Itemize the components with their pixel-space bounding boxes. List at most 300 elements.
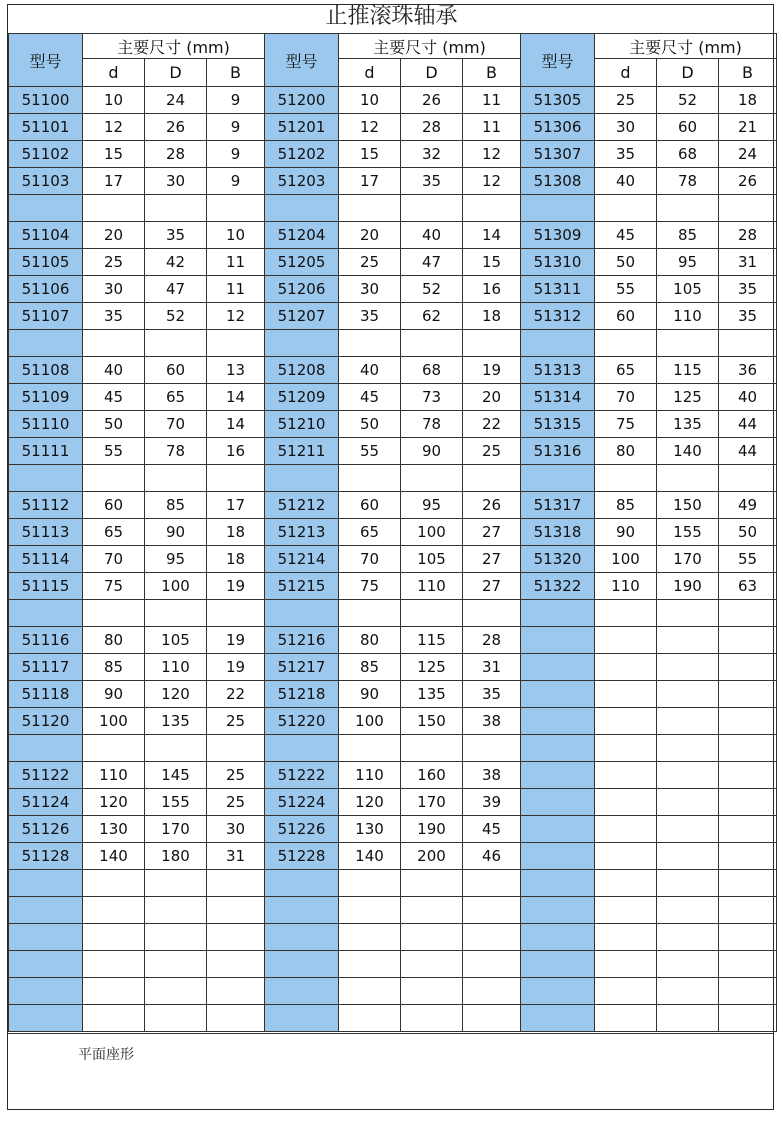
model-number-cell: 51111 <box>9 438 83 465</box>
model-number-cell: 51115 <box>9 573 83 600</box>
outer-diameter-cell: 135 <box>657 411 719 438</box>
table-row <box>9 411 265 438</box>
inner-diameter-cell: 80 <box>595 438 657 465</box>
inner-diameter-cell: 110 <box>595 573 657 600</box>
outer-diameter-cell <box>145 870 207 897</box>
outer-diameter-cell: 100 <box>401 519 463 546</box>
table-row <box>9 222 265 249</box>
inner-diameter-cell <box>339 1005 401 1032</box>
inner-diameter-cell <box>83 978 145 1005</box>
outer-diameter-cell: 125 <box>401 654 463 681</box>
inner-diameter-cell <box>83 870 145 897</box>
table-row <box>9 384 265 411</box>
outer-diameter-cell: 68 <box>401 357 463 384</box>
inner-diameter-cell: 15 <box>339 141 401 168</box>
inner-diameter-cell: 15 <box>83 141 145 168</box>
outer-diameter-cell: 85 <box>657 222 719 249</box>
inner-diameter-cell: 12 <box>83 114 145 141</box>
outer-diameter-cell: 65 <box>145 384 207 411</box>
inner-diameter-cell: 120 <box>339 789 401 816</box>
height-cell: 45 <box>463 816 521 843</box>
outer-diameter-cell <box>657 195 719 222</box>
model-number-cell: 51213 <box>265 519 339 546</box>
outer-diameter-cell: 68 <box>657 141 719 168</box>
outer-diameter-cell: 150 <box>401 708 463 735</box>
table-row <box>265 654 521 681</box>
height-cell <box>463 1005 521 1032</box>
height-cell: 11 <box>207 249 265 276</box>
outer-diameter-cell: 28 <box>401 114 463 141</box>
inner-diameter-cell <box>339 897 401 924</box>
inner-diameter-cell: 75 <box>83 573 145 600</box>
B-column-header: B <box>207 59 265 87</box>
height-cell: 14 <box>207 411 265 438</box>
table-row <box>9 1005 265 1032</box>
inner-diameter-cell: 130 <box>83 816 145 843</box>
table-row <box>9 843 265 870</box>
model-number-cell <box>521 789 595 816</box>
model-header: 型号 <box>265 34 339 87</box>
inner-diameter-cell: 65 <box>595 357 657 384</box>
outer-diameter-cell: 190 <box>657 573 719 600</box>
inner-diameter-cell: 60 <box>339 492 401 519</box>
table-row <box>521 465 777 492</box>
model-number-cell: 51212 <box>265 492 339 519</box>
outer-diameter-cell: 120 <box>145 681 207 708</box>
height-cell: 19 <box>463 357 521 384</box>
inner-diameter-cell <box>83 1005 145 1032</box>
model-header: 型号 <box>9 34 83 87</box>
inner-diameter-cell: 110 <box>83 762 145 789</box>
table-row <box>265 195 521 222</box>
inner-diameter-cell: 12 <box>339 114 401 141</box>
outer-diameter-cell: 60 <box>657 114 719 141</box>
inner-diameter-cell: 45 <box>595 222 657 249</box>
table-row <box>265 384 521 411</box>
outer-diameter-cell <box>401 951 463 978</box>
inner-diameter-cell <box>595 924 657 951</box>
inner-diameter-cell <box>595 708 657 735</box>
inner-diameter-cell <box>595 870 657 897</box>
height-cell: 22 <box>463 411 521 438</box>
inner-diameter-cell: 20 <box>339 222 401 249</box>
model-number-cell: 51211 <box>265 438 339 465</box>
table-row <box>521 735 777 762</box>
outer-diameter-cell: 78 <box>401 411 463 438</box>
outer-diameter-cell <box>401 330 463 357</box>
table-row <box>9 924 265 951</box>
table-block-3 <box>520 33 777 1032</box>
outer-diameter-cell: 24 <box>145 87 207 114</box>
height-cell: 44 <box>719 438 777 465</box>
table-row <box>9 492 265 519</box>
height-cell: 35 <box>719 303 777 330</box>
table-row <box>9 330 265 357</box>
table-row <box>9 357 265 384</box>
outer-diameter-cell <box>657 735 719 762</box>
model-number-cell <box>9 924 83 951</box>
inner-diameter-cell: 55 <box>83 438 145 465</box>
height-cell <box>719 789 777 816</box>
inner-diameter-cell <box>339 951 401 978</box>
model-number-cell: 51100 <box>9 87 83 114</box>
inner-diameter-cell <box>595 330 657 357</box>
outer-diameter-cell <box>401 735 463 762</box>
inner-diameter-cell: 17 <box>339 168 401 195</box>
model-number-cell: 51124 <box>9 789 83 816</box>
outer-diameter-cell: 90 <box>401 438 463 465</box>
table-row <box>9 168 265 195</box>
model-number-cell <box>521 465 595 492</box>
outer-diameter-cell: 115 <box>401 627 463 654</box>
outer-diameter-cell <box>145 951 207 978</box>
inner-diameter-cell <box>339 195 401 222</box>
inner-diameter-cell: 50 <box>83 411 145 438</box>
height-cell: 25 <box>207 789 265 816</box>
height-cell: 44 <box>719 411 777 438</box>
inner-diameter-cell: 35 <box>339 303 401 330</box>
model-number-cell: 51107 <box>9 303 83 330</box>
table-row <box>9 114 265 141</box>
table-row <box>265 843 521 870</box>
height-cell <box>207 330 265 357</box>
footer-note: 平面座形 <box>78 1047 134 1063</box>
table-row <box>265 114 521 141</box>
inner-diameter-cell <box>339 924 401 951</box>
model-number-cell: 51106 <box>9 276 83 303</box>
inner-diameter-cell: 140 <box>339 843 401 870</box>
height-cell <box>463 195 521 222</box>
table-row <box>521 870 777 897</box>
table-row <box>521 573 777 600</box>
table-row <box>9 600 265 627</box>
inner-diameter-cell <box>595 789 657 816</box>
inner-diameter-cell: 100 <box>595 546 657 573</box>
height-cell <box>719 897 777 924</box>
model-number-cell <box>265 870 339 897</box>
outer-diameter-cell <box>145 735 207 762</box>
model-number-cell <box>521 762 595 789</box>
model-number-cell <box>521 951 595 978</box>
outer-diameter-cell: 52 <box>145 303 207 330</box>
height-cell: 10 <box>207 222 265 249</box>
height-cell <box>207 978 265 1005</box>
table-row <box>265 573 521 600</box>
model-number-cell: 51214 <box>265 546 339 573</box>
model-number-cell: 51220 <box>265 708 339 735</box>
model-number-cell: 51204 <box>265 222 339 249</box>
height-cell: 26 <box>463 492 521 519</box>
table-row <box>521 843 777 870</box>
inner-diameter-cell <box>595 1005 657 1032</box>
outer-diameter-cell <box>657 897 719 924</box>
D-column-header: D <box>145 59 207 87</box>
height-cell <box>207 924 265 951</box>
height-cell <box>463 897 521 924</box>
outer-diameter-cell: 200 <box>401 843 463 870</box>
model-number-cell: 51315 <box>521 411 595 438</box>
height-cell: 22 <box>207 681 265 708</box>
height-cell <box>463 330 521 357</box>
inner-diameter-cell: 80 <box>83 627 145 654</box>
inner-diameter-cell: 20 <box>83 222 145 249</box>
table-row <box>9 735 265 762</box>
height-cell: 31 <box>207 843 265 870</box>
inner-diameter-cell <box>339 735 401 762</box>
model-number-cell: 51311 <box>521 276 595 303</box>
model-number-cell: 51201 <box>265 114 339 141</box>
inner-diameter-cell: 140 <box>83 843 145 870</box>
height-cell: 36 <box>719 357 777 384</box>
height-cell <box>207 1005 265 1032</box>
height-cell: 14 <box>207 384 265 411</box>
outer-diameter-cell <box>657 627 719 654</box>
height-cell: 28 <box>719 222 777 249</box>
model-number-cell <box>265 951 339 978</box>
model-number-cell: 51202 <box>265 141 339 168</box>
outer-diameter-cell: 105 <box>657 276 719 303</box>
table-row <box>265 303 521 330</box>
inner-diameter-cell <box>339 330 401 357</box>
table-row <box>265 546 521 573</box>
model-number-cell: 51310 <box>521 249 595 276</box>
model-number-cell: 51113 <box>9 519 83 546</box>
height-cell <box>207 951 265 978</box>
height-cell <box>207 897 265 924</box>
outer-diameter-cell: 145 <box>145 762 207 789</box>
table-row <box>9 249 265 276</box>
model-number-cell: 51210 <box>265 411 339 438</box>
table-row <box>521 222 777 249</box>
height-cell: 26 <box>719 168 777 195</box>
model-number-cell: 51103 <box>9 168 83 195</box>
outer-diameter-cell <box>657 681 719 708</box>
outer-diameter-cell: 62 <box>401 303 463 330</box>
model-number-cell: 51218 <box>265 681 339 708</box>
table-row <box>9 978 265 1005</box>
outer-diameter-cell: 125 <box>657 384 719 411</box>
model-number-cell: 51307 <box>521 141 595 168</box>
table-row <box>265 465 521 492</box>
inner-diameter-cell <box>595 762 657 789</box>
model-number-cell: 51228 <box>265 843 339 870</box>
table-row <box>521 330 777 357</box>
model-number-cell <box>521 735 595 762</box>
height-cell <box>207 195 265 222</box>
inner-diameter-cell: 90 <box>595 519 657 546</box>
inner-diameter-cell: 100 <box>339 708 401 735</box>
outer-diameter-cell: 100 <box>145 573 207 600</box>
outer-diameter-cell: 110 <box>657 303 719 330</box>
table-row <box>521 87 777 114</box>
model-number-cell: 51306 <box>521 114 595 141</box>
outer-diameter-cell: 95 <box>657 249 719 276</box>
inner-diameter-cell <box>83 465 145 492</box>
inner-diameter-cell <box>339 978 401 1005</box>
model-number-cell <box>521 870 595 897</box>
outer-diameter-cell <box>657 708 719 735</box>
table-row <box>521 762 777 789</box>
outer-diameter-cell <box>145 924 207 951</box>
inner-diameter-cell: 75 <box>339 573 401 600</box>
height-cell: 15 <box>463 249 521 276</box>
outer-diameter-cell <box>657 654 719 681</box>
height-cell: 19 <box>207 627 265 654</box>
table-row <box>265 438 521 465</box>
height-cell: 9 <box>207 168 265 195</box>
height-cell: 25 <box>207 762 265 789</box>
table-row <box>9 654 265 681</box>
height-cell: 16 <box>207 438 265 465</box>
model-number-cell: 51314 <box>521 384 595 411</box>
inner-diameter-cell: 70 <box>595 384 657 411</box>
outer-diameter-cell: 26 <box>401 87 463 114</box>
table-row <box>521 897 777 924</box>
height-cell <box>719 816 777 843</box>
table-row <box>9 789 265 816</box>
model-number-cell <box>521 816 595 843</box>
inner-diameter-cell: 100 <box>83 708 145 735</box>
table-row <box>521 978 777 1005</box>
outer-diameter-cell: 140 <box>657 438 719 465</box>
height-cell <box>719 978 777 1005</box>
model-number-cell: 51109 <box>9 384 83 411</box>
height-cell <box>463 951 521 978</box>
height-cell <box>207 735 265 762</box>
inner-diameter-cell: 70 <box>83 546 145 573</box>
model-number-cell: 51209 <box>265 384 339 411</box>
model-number-cell: 51312 <box>521 303 595 330</box>
height-cell <box>719 762 777 789</box>
outer-diameter-cell <box>657 762 719 789</box>
outer-diameter-cell <box>657 465 719 492</box>
table-row <box>265 492 521 519</box>
inner-diameter-cell: 90 <box>339 681 401 708</box>
outer-diameter-cell: 70 <box>145 411 207 438</box>
height-cell <box>463 465 521 492</box>
B-column-header: B <box>719 59 777 87</box>
outer-diameter-cell: 78 <box>657 168 719 195</box>
model-number-cell: 51322 <box>521 573 595 600</box>
table-row <box>521 168 777 195</box>
outer-diameter-cell: 105 <box>145 627 207 654</box>
table-row <box>265 789 521 816</box>
inner-diameter-cell <box>83 195 145 222</box>
height-cell: 18 <box>207 519 265 546</box>
height-cell <box>463 600 521 627</box>
height-cell: 11 <box>463 87 521 114</box>
height-cell: 21 <box>719 114 777 141</box>
model-number-cell: 51320 <box>521 546 595 573</box>
height-cell <box>719 735 777 762</box>
table-row <box>9 897 265 924</box>
d-column-header: d <box>339 59 401 87</box>
table-row <box>9 519 265 546</box>
inner-diameter-cell: 40 <box>83 357 145 384</box>
inner-diameter-cell: 40 <box>339 357 401 384</box>
inner-diameter-cell: 17 <box>83 168 145 195</box>
outer-diameter-cell: 105 <box>401 546 463 573</box>
outer-diameter-cell: 170 <box>401 789 463 816</box>
height-cell: 25 <box>463 438 521 465</box>
inner-diameter-cell <box>83 735 145 762</box>
model-number-cell: 51108 <box>9 357 83 384</box>
model-number-cell: 51305 <box>521 87 595 114</box>
outer-diameter-cell: 35 <box>401 168 463 195</box>
table-row <box>265 816 521 843</box>
page-title: 止推滚珠轴承 <box>325 4 458 29</box>
height-cell: 50 <box>719 519 777 546</box>
model-number-cell <box>265 735 339 762</box>
table-row <box>9 708 265 735</box>
outer-diameter-cell <box>657 816 719 843</box>
outer-diameter-cell <box>657 330 719 357</box>
table-row <box>9 465 265 492</box>
model-number-cell <box>9 600 83 627</box>
table-row <box>521 357 777 384</box>
outer-diameter-cell: 150 <box>657 492 719 519</box>
inner-diameter-cell: 55 <box>595 276 657 303</box>
inner-diameter-cell: 65 <box>339 519 401 546</box>
inner-diameter-cell: 60 <box>83 492 145 519</box>
height-cell: 30 <box>207 816 265 843</box>
model-number-cell: 51110 <box>9 411 83 438</box>
table-row <box>9 870 265 897</box>
table-row <box>9 87 265 114</box>
outer-diameter-cell <box>657 789 719 816</box>
height-cell: 11 <box>463 114 521 141</box>
model-number-cell: 51309 <box>521 222 595 249</box>
table-row <box>265 951 521 978</box>
outer-diameter-cell: 170 <box>657 546 719 573</box>
height-cell <box>719 195 777 222</box>
height-cell: 35 <box>719 276 777 303</box>
table-block-2 <box>264 33 521 1032</box>
table-row <box>265 168 521 195</box>
model-number-cell <box>265 465 339 492</box>
B-column-header: B <box>463 59 521 87</box>
height-cell: 18 <box>463 303 521 330</box>
height-cell <box>719 627 777 654</box>
height-cell: 27 <box>463 573 521 600</box>
outer-diameter-cell: 135 <box>145 708 207 735</box>
model-number-cell: 51114 <box>9 546 83 573</box>
outer-diameter-cell <box>401 1005 463 1032</box>
model-number-cell: 51222 <box>265 762 339 789</box>
model-number-cell: 51101 <box>9 114 83 141</box>
table-row <box>9 546 265 573</box>
table-row <box>521 627 777 654</box>
table-row <box>521 438 777 465</box>
model-number-cell: 51217 <box>265 654 339 681</box>
table-row <box>9 573 265 600</box>
table-row <box>265 222 521 249</box>
model-number-cell <box>521 627 595 654</box>
height-cell: 49 <box>719 492 777 519</box>
main-dimensions-header: 主要尺寸 (mm) <box>83 34 265 59</box>
height-cell <box>463 924 521 951</box>
model-number-cell <box>265 1005 339 1032</box>
model-number-cell: 51112 <box>9 492 83 519</box>
table-row <box>265 978 521 1005</box>
height-cell: 19 <box>207 573 265 600</box>
table-row <box>9 762 265 789</box>
model-number-cell <box>265 195 339 222</box>
bearing-table <box>8 33 265 1032</box>
table-row <box>521 708 777 735</box>
inner-diameter-cell: 120 <box>83 789 145 816</box>
inner-diameter-cell <box>83 897 145 924</box>
